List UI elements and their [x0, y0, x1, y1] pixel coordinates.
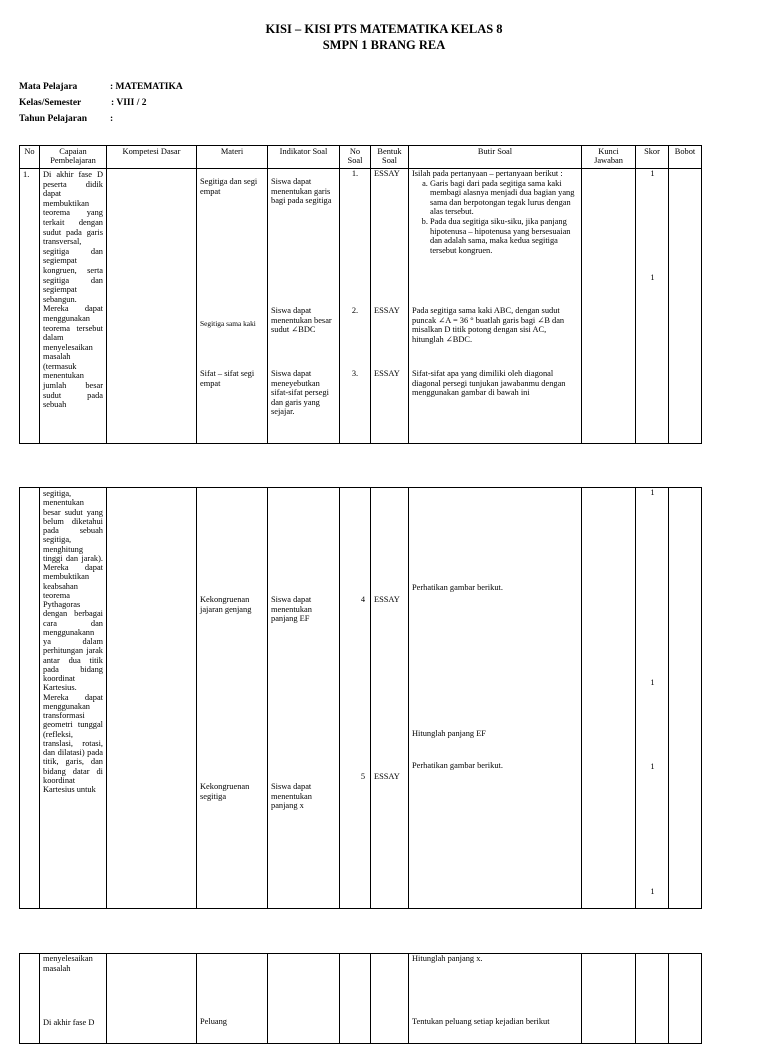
school-name: SMPN 1 BRANG REA [322, 38, 446, 52]
meta-year [19, 114, 114, 124]
col-header-no-soal: No Soal [340, 146, 371, 169]
no-soal-item: 5 [360, 772, 365, 781]
col-header-bentuk: Bentuk Soal [371, 146, 409, 169]
materi-item: Kekongruenan jajaran genjang [200, 595, 252, 614]
col-header-indikator: Indikator Soal [268, 146, 340, 169]
col-header-kunci: Kunci Jawaban [582, 146, 636, 169]
col-header-materi: Materi [197, 146, 268, 169]
bentuk-soal-cell [371, 488, 409, 909]
col-header-no: No [20, 146, 40, 169]
bobot-cell [669, 954, 702, 1044]
indikator-item: Siswa dapat menentukan besar sudut ∠BDC [271, 306, 332, 335]
skor-cell [636, 488, 669, 909]
materi-item: Kekongruenan segitiga [200, 782, 250, 801]
capaian-pembelajaran [40, 954, 107, 1044]
bentuk-soal-cell [371, 169, 409, 444]
skor-item: 1 [650, 488, 655, 497]
kunci-jawaban-cell [582, 488, 636, 909]
butir-point: a. Garis bagi dari pada segitiga sama kaki membagi alasnya menjadi dua bagian yang sama dan berpotongan tegak lurus dengan alas tersebut. [430, 179, 576, 217]
skor-item: 1 [650, 169, 655, 178]
bentuk-item: ESSAY [374, 369, 400, 378]
capaian-pembelajaran: Di akhir fase D peserta didik dapat membuktikan teorema yang terkait dengan sudut pada garis transversal, segitiga dan segiempat kongruen, serta segitiga dan segiempat sebangun. Mereka dapat menggunakan teorema tersebut dalam menyelesaikan masalah (termasuk menentukan jumlah besar sudut pada sebuah [40, 169, 107, 444]
skor-item: 1 [650, 887, 655, 896]
no-soal-item: 4 [360, 595, 365, 604]
table-header-row [20, 146, 702, 169]
capaian-text: menyelesaikan masalah [43, 954, 93, 973]
skor-cell [636, 954, 669, 1044]
row-number [20, 954, 40, 1044]
meta-label: Mata Pelajara [19, 82, 78, 92]
indikator-item: Siswa dapat menentukan garis bagi pada segitiga [271, 177, 332, 206]
skor-item: 1 [650, 273, 655, 282]
document-title: KISI – KISI PTS MATEMATIKA KELAS 8 [265, 22, 503, 36]
bentuk-item: ESSAY [374, 595, 400, 604]
butir-soal-cell [409, 488, 582, 909]
meta-value: : [110, 114, 114, 124]
indikator-item: Siswa dapat meneyebutkan sifat-sifat persegi dan garis yang sejajar. [271, 369, 329, 417]
materi-cell [197, 488, 268, 909]
butir-soal-cell [409, 954, 582, 1044]
indikator-cell [268, 169, 340, 444]
indikator-cell [268, 488, 340, 909]
indikator-item: Siswa dapat menentukan panjang EF [271, 595, 312, 624]
bentuk-item: ESSAY [374, 306, 400, 315]
butir-soal-6: Tentukan peluang setiap kejadian berikut [412, 1017, 550, 1026]
indikator-item: Siswa dapat menentukan panjang x [271, 782, 312, 811]
meta-subject [19, 82, 183, 92]
butir-soal-4-question: Hitunglah panjang EF [412, 729, 486, 738]
capaian-text: Di akhir fase D [43, 1018, 95, 1027]
butir-point: b. Pada dua segitiga siku-siku, jika panjang hipotenusa – hipotenusa yang bersesuaian dan adalah sama, maka kedua segitiga tersebut kongruen. [430, 217, 576, 255]
butir-soal-3: Sifat-sifat apa yang dimiliki oleh diagonal diagonal persegi tunjukan jawabanmu dengan menggunakan gambar di bawah ini [412, 369, 566, 398]
indikator-cell [268, 954, 340, 1044]
butir-soal-5: Perhatikan gambar berikut. [412, 761, 503, 770]
no-soal-cell [340, 488, 371, 909]
bobot-cell [669, 488, 702, 909]
meta-label: Kelas/Semester [19, 98, 82, 108]
butir-soal-2: Pada segitiga sama kaki ABC, dengan sudut puncak ∠A = 36 ° buatlah garis bagi ∠B dan misalkan D titik potong dengan sisi AC, hitunglah ∠BDC. [412, 306, 565, 344]
skor-item: 1 [650, 762, 655, 771]
materi-cell [197, 954, 268, 1044]
table-row [20, 169, 702, 444]
materi-item: Peluang [200, 1017, 227, 1026]
butir-intro: Isilah pada pertanyaan – pertanyaan berikut : [412, 169, 563, 178]
butir-soal-4: Perhatikan gambar berikut. [412, 583, 503, 592]
no-soal-item: 2. [351, 306, 359, 315]
kunci-jawaban-cell [582, 954, 636, 1044]
col-header-kd: Kompetesi Dasar [107, 146, 197, 169]
kompetensi-dasar [107, 954, 197, 1044]
kisi-table-page-1 [19, 145, 702, 444]
kunci-jawaban-cell [582, 169, 636, 444]
table-row [20, 954, 702, 1044]
skor-item: 1 [650, 678, 655, 687]
col-header-skor: Skor [636, 146, 669, 169]
materi-item: Sifat – sifat segi empat [200, 369, 255, 388]
capaian-pembelajaran: segitiga, menentukan besar sudut yang belum diketahui pada sebuah segitiga, menghitung tinggi dan jarak). Mereka dapat membuktikan keabsahan teorema Pythagoras dengan berbagai cara dan menggunakann ya dalam perhitungan jarak antar dua titik pada bidang koordinat Kartesius. Mereka dapat menggunakan transformasi geometri tunggal (refleksi, translasi, rotasi, dan dilatasi) pada titik, garis, dan bidang datar di koordinat Kartesius untuk [40, 488, 107, 909]
col-header-capaian: Capaian Pembelajaran [40, 146, 107, 169]
materi-cell [197, 169, 268, 444]
row-number: 1. [20, 169, 40, 444]
meta-value: : VIII / 2 [111, 98, 147, 108]
kisi-table-page-2 [19, 487, 702, 909]
butir-soal-1 [412, 169, 576, 255]
butir-points [412, 179, 576, 256]
materi-item: Segitiga dan segi empat [200, 177, 258, 196]
butir-soal-cell [409, 169, 582, 444]
meta-class [19, 98, 147, 108]
kisi-table-page-3 [19, 953, 702, 1044]
bentuk-item: ESSAY [374, 169, 400, 178]
table-row [20, 488, 702, 909]
meta-value: : MATEMATIKA [110, 82, 183, 92]
no-soal-item: 1. [351, 169, 359, 178]
kompetensi-dasar [107, 488, 197, 909]
bentuk-soal-cell [371, 954, 409, 1044]
row-number [20, 488, 40, 909]
skor-cell [636, 169, 669, 444]
kompetensi-dasar [107, 169, 197, 444]
meta-label: Tahun Pelajaran [19, 114, 88, 124]
no-soal-item: 3. [351, 369, 359, 378]
butir-soal-5-question: Hitunglah panjang x. [412, 954, 483, 963]
no-soal-cell [340, 169, 371, 444]
no-soal-cell [340, 954, 371, 1044]
col-header-butir: Butir Soal [409, 146, 582, 169]
bentuk-item: ESSAY [374, 772, 400, 781]
bobot-cell [669, 169, 702, 444]
materi-item: Segitiga sama kaki [200, 319, 256, 328]
col-header-bobot: Bobot [669, 146, 702, 169]
